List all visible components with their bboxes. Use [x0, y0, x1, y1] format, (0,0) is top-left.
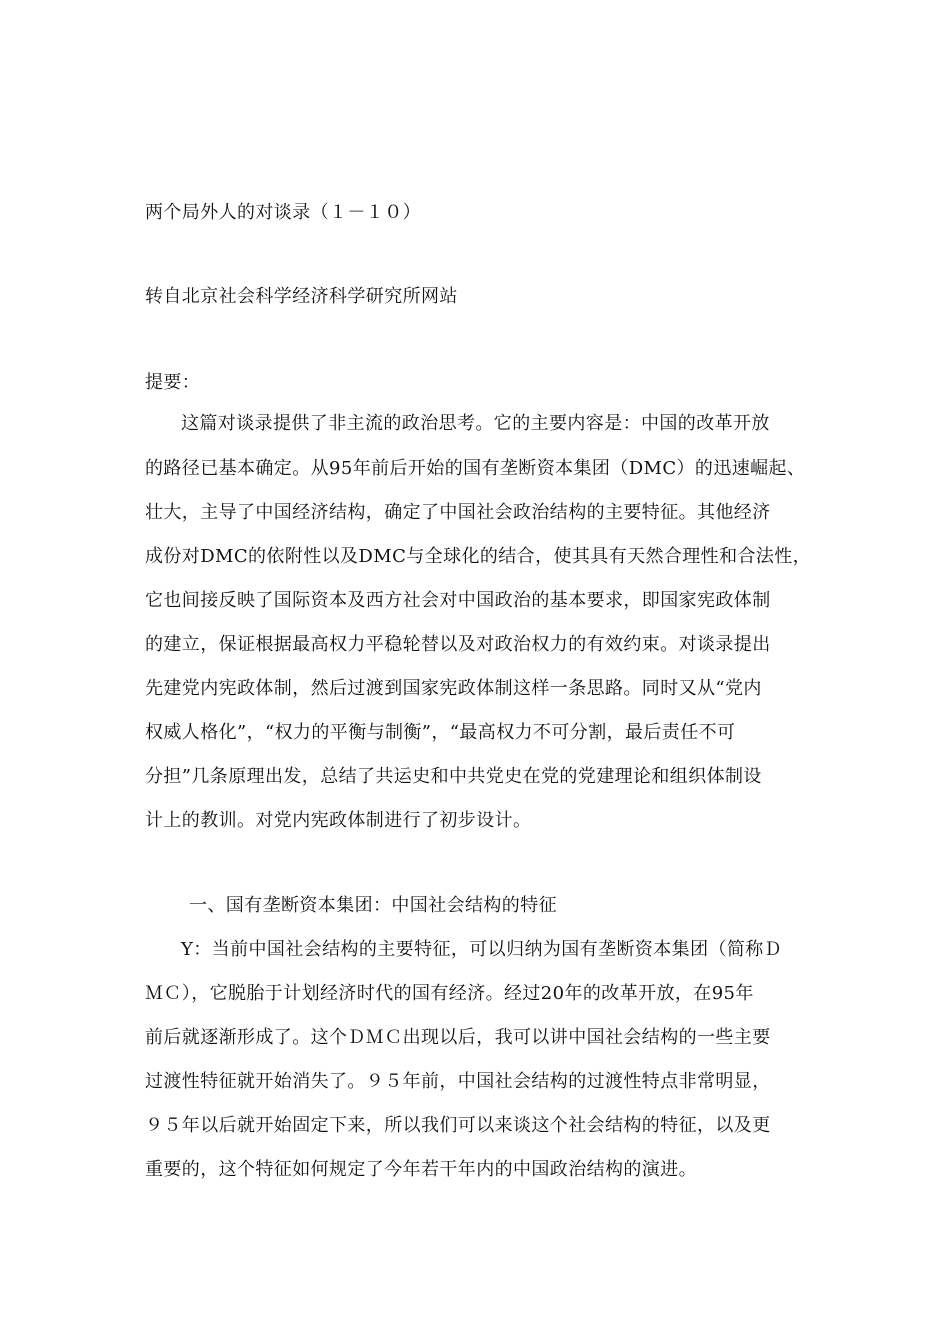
- body-line: 前后就逐渐形成了。这个ＤＭＣ出现以后，我可以讲中国社会结构的一些主要: [145, 1027, 771, 1048]
- abstract-line: 的建立，保证根据最高权力平稳轮替以及对政治权力的有效约束。对谈录提出: [145, 634, 771, 655]
- body-line: 重要的，这个特征如何规定了今年若干年内的中国政治结构的演进。: [145, 1159, 697, 1180]
- body-line: ＭＣ），它脱胎于计划经济时代的国有经济。经过20年的改革开放，在95年: [145, 983, 754, 1004]
- abstract-label: 提要：: [145, 372, 201, 393]
- abstract-line: 先建党内宪政体制，然后过渡到国家宪政体制这样一条思路。同时又从“党内: [145, 678, 762, 699]
- source-line: 转自北京社会科学经济科学研究所网站: [145, 286, 458, 307]
- body-line: 过渡性特征就开始消失了。９５年前，中国社会结构的过渡性特点非常明显，: [145, 1071, 771, 1092]
- abstract-line: 壮大，主导了中国经济结构，确定了中国社会政治结构的主要特征。其他经济: [145, 502, 771, 523]
- abstract-line: 成份对DMC的依附性以及DMC与全球化的结合，使其具有天然合理性和合法性，: [145, 546, 812, 567]
- abstract-line: 它也间接反映了国际资本及西方社会对中国政治的基本要求，即国家宪政体制: [145, 590, 771, 611]
- abstract-line: 的路径已基本确定。从95年前后开始的国有垄断资本集团（DMC）的迅速崛起、: [145, 458, 806, 479]
- document-title: 两个局外人的对谈录（１－１０）: [145, 202, 421, 223]
- body-line: ９５年以后就开始固定下来，所以我们可以来谈这个社会结构的特征，以及更: [145, 1115, 771, 1136]
- abstract-line: 计上的教训。对党内宪政体制进行了初步设计。: [145, 810, 532, 831]
- abstract-line: 分担”几条原理出发，总结了共运史和中共党史在党的党建理论和组织体制设: [145, 766, 762, 787]
- body-line: Y：当前中国社会结构的主要特征，可以归纳为国有垄断资本集团（简称Ｄ: [181, 939, 783, 960]
- abstract-line: 权威人格化”，“权力的平衡与制衡”，“最高权力不可分割，最后责任不可: [145, 722, 736, 743]
- abstract-line: 这篇对谈录提供了非主流的政治思考。它的主要内容是：中国的改革开放: [181, 413, 770, 434]
- section-heading: 一、国有垄断资本集团：中国社会结构的特征: [189, 895, 557, 916]
